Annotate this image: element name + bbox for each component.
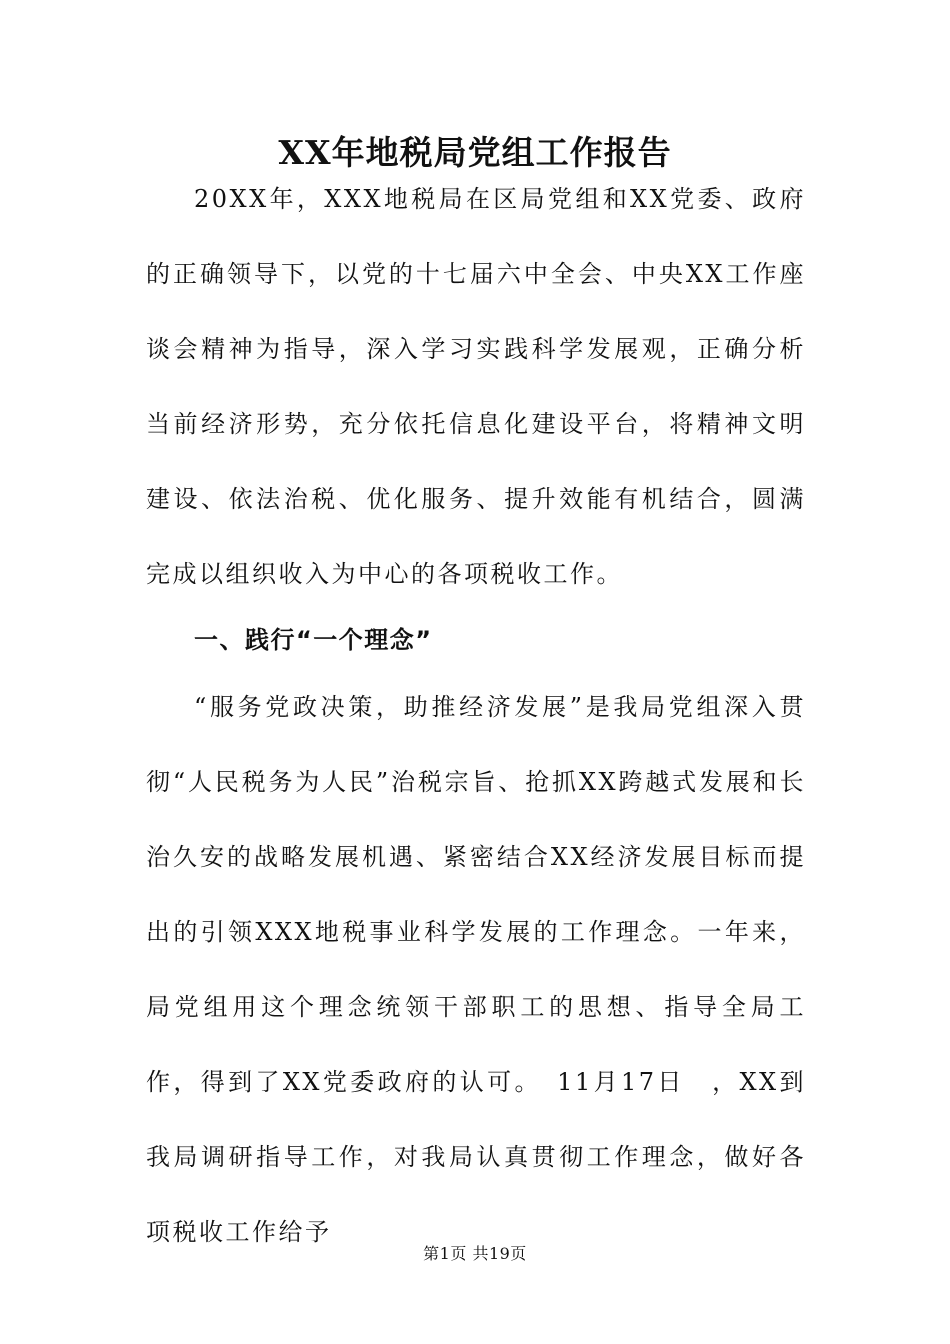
page-footer: 第1页 共19页 (423, 1244, 527, 1263)
document-title: XX年地税局党组工作报告 (278, 133, 672, 172)
section-heading: 一、践行“一个理念” (194, 626, 433, 654)
paragraph-section-1: “服务党政决策，助推经济发展”是我局党组深入贯彻“人民税务为人民”治税宗旨、抢抓XX跨越式发展和长治久安的战略发展机遇、紧密结合XX经济发展目标而提出的引领XXX地税事业科学发展的工作理念。一年来，局党组用这个理念统领干部职工的思想、指导全局工作，得到了XX党委政府的认可。 11月17日 ，XX到我局调研指导工作，对我局认真贯彻工作理念，做好各项税收工作给予 (146, 693, 806, 1246)
paragraph-intro: 20XX年，XXX地税局在区局党组和XX党委、政府的正确领导下，以党的十七届六中全会、中央XX工作座谈会精神为指导，深入学习实践科学发展观，正确分析当前经济形势，充分依托信息化建设平台，将精神文明建设、依法治税、优化服务、提升效能有机结合，圆满完成以组织收入为中心的各项税收工作。 (146, 185, 806, 588)
